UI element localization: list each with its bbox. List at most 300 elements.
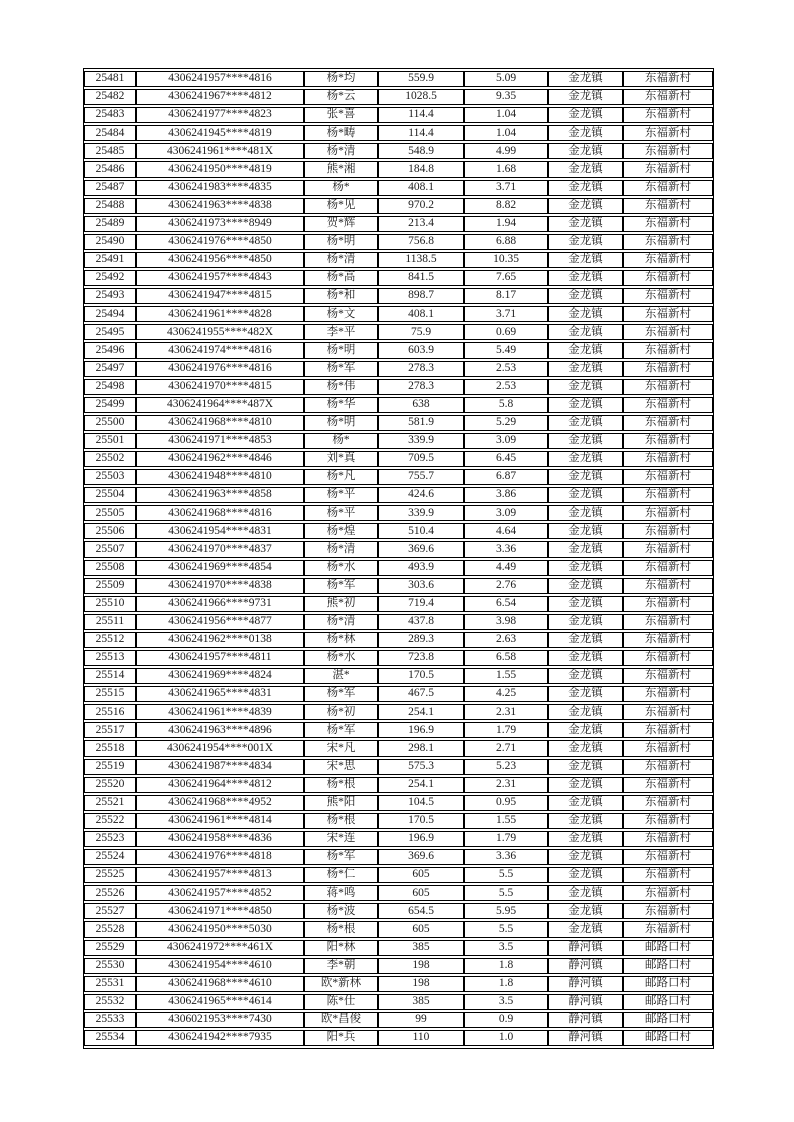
- cell-village: 东福新村: [623, 560, 713, 576]
- cell-id-number: 4306241963****4838: [136, 198, 304, 214]
- table-row: [84, 505, 713, 521]
- cell-amount: 114.4: [378, 107, 464, 123]
- cell-id-number: 4306241964****4812: [136, 777, 304, 793]
- cell-village: 东福新村: [623, 433, 713, 449]
- cell-serial: 25497: [84, 361, 136, 377]
- cell-id-number: 4306241969****4854: [136, 560, 304, 576]
- cell-serial: 25507: [84, 541, 136, 557]
- cell-area: 3.5: [464, 940, 548, 956]
- cell-name: 杨*仁: [304, 867, 378, 883]
- table-row: [84, 976, 713, 992]
- cell-village: 东福新村: [623, 578, 713, 594]
- cell-town: 金龙镇: [548, 125, 623, 141]
- cell-town: 静河镇: [548, 958, 623, 974]
- cell-amount: 254.1: [378, 704, 464, 720]
- cell-amount: 654.5: [378, 903, 464, 919]
- cell-area: 1.0: [464, 1030, 548, 1046]
- cell-area: 6.54: [464, 596, 548, 612]
- cell-serial: 25529: [84, 940, 136, 956]
- cell-name: 杨*凡: [304, 469, 378, 485]
- cell-village: 邮路口村: [623, 1012, 713, 1028]
- cell-town: 金龙镇: [548, 668, 623, 684]
- cell-serial: 25527: [84, 903, 136, 919]
- cell-id-number: 4306241961****4828: [136, 306, 304, 322]
- cell-village: 东福新村: [623, 143, 713, 159]
- cell-town: 金龙镇: [548, 306, 623, 322]
- cell-village: 东福新村: [623, 270, 713, 286]
- cell-serial: 25498: [84, 379, 136, 395]
- cell-serial: 25525: [84, 867, 136, 883]
- cell-name: 熊*阳: [304, 795, 378, 811]
- table-row: [84, 596, 713, 612]
- cell-id-number: 4306241969****4824: [136, 668, 304, 684]
- cell-serial: 25501: [84, 433, 136, 449]
- table-row: [84, 795, 713, 811]
- cell-id-number: 4306241966****9731: [136, 596, 304, 612]
- cell-area: 1.8: [464, 958, 548, 974]
- cell-amount: 114.4: [378, 125, 464, 141]
- cell-amount: 196.9: [378, 831, 464, 847]
- cell-amount: 709.5: [378, 451, 464, 467]
- cell-serial: 25517: [84, 722, 136, 738]
- cell-town: 金龙镇: [548, 487, 623, 503]
- cell-amount: 467.5: [378, 686, 464, 702]
- cell-serial: 25519: [84, 759, 136, 775]
- cell-village: 东福新村: [623, 288, 713, 304]
- cell-amount: 408.1: [378, 180, 464, 196]
- cell-serial: 25511: [84, 614, 136, 630]
- cell-area: 2.63: [464, 632, 548, 648]
- cell-amount: 1028.5: [378, 89, 464, 105]
- cell-id-number: 4306241971****4850: [136, 903, 304, 919]
- cell-serial: 25484: [84, 125, 136, 141]
- cell-id-number: 4306241954****4610: [136, 958, 304, 974]
- cell-town: 金龙镇: [548, 867, 623, 883]
- cell-town: 金龙镇: [548, 777, 623, 793]
- cell-village: 东福新村: [623, 686, 713, 702]
- cell-amount: 841.5: [378, 270, 464, 286]
- cell-village: 东福新村: [623, 505, 713, 521]
- cell-name: 杨*军: [304, 361, 378, 377]
- cell-area: 6.88: [464, 234, 548, 250]
- cell-area: 2.31: [464, 777, 548, 793]
- table-row: [84, 125, 713, 141]
- cell-area: 5.29: [464, 415, 548, 431]
- cell-serial: 25512: [84, 632, 136, 648]
- cell-serial: 25526: [84, 885, 136, 901]
- cell-name: 杨*根: [304, 813, 378, 829]
- cell-area: 3.5: [464, 994, 548, 1010]
- cell-town: 金龙镇: [548, 161, 623, 177]
- cell-area: 7.65: [464, 270, 548, 286]
- cell-id-number: 4306241977****4823: [136, 107, 304, 123]
- cell-village: 东福新村: [623, 89, 713, 105]
- cell-town: 金龙镇: [548, 596, 623, 612]
- cell-area: 3.71: [464, 306, 548, 322]
- cell-id-number: 4306241965****4614: [136, 994, 304, 1010]
- table-row: [84, 686, 713, 702]
- table-row: [84, 415, 713, 431]
- table-row: [84, 469, 713, 485]
- cell-area: 3.36: [464, 849, 548, 865]
- cell-id-number: 4306241957****4811: [136, 650, 304, 666]
- cell-name: 杨*军: [304, 849, 378, 865]
- cell-id-number: 4306241987****4834: [136, 759, 304, 775]
- table-row: [84, 361, 713, 377]
- cell-id-number: 4306241963****4858: [136, 487, 304, 503]
- cell-id-number: 4306241971****4853: [136, 433, 304, 449]
- cell-id-number: 4306241970****4815: [136, 379, 304, 395]
- table-row: [84, 903, 713, 919]
- cell-area: 4.49: [464, 560, 548, 576]
- cell-name: 宋*凡: [304, 740, 378, 756]
- cell-name: 杨*文: [304, 306, 378, 322]
- cell-amount: 408.1: [378, 306, 464, 322]
- cell-name: 杨*和: [304, 288, 378, 304]
- cell-name: 贺*辉: [304, 216, 378, 232]
- cell-area: 5.5: [464, 867, 548, 883]
- cell-area: 3.36: [464, 541, 548, 557]
- cell-name: 湛*: [304, 668, 378, 684]
- cell-name: 欧*昌俊: [304, 1012, 378, 1028]
- cell-id-number: 4306021953****7430: [136, 1012, 304, 1028]
- cell-amount: 603.9: [378, 342, 464, 358]
- cell-name: 杨*林: [304, 632, 378, 648]
- cell-id-number: 4306241942****7935: [136, 1030, 304, 1046]
- cell-town: 金龙镇: [548, 921, 623, 937]
- cell-id-number: 4306241957****4843: [136, 270, 304, 286]
- cell-serial: 25522: [84, 813, 136, 829]
- cell-amount: 254.1: [378, 777, 464, 793]
- cell-town: 金龙镇: [548, 415, 623, 431]
- cell-serial: 25504: [84, 487, 136, 503]
- cell-town: 静河镇: [548, 940, 623, 956]
- cell-name: 李*朝: [304, 958, 378, 974]
- cell-town: 金龙镇: [548, 451, 623, 467]
- cell-village: 东福新村: [623, 415, 713, 431]
- cell-village: 东福新村: [623, 451, 713, 467]
- cell-amount: 723.8: [378, 650, 464, 666]
- cell-id-number: 4306241947****4815: [136, 288, 304, 304]
- cell-village: 东福新村: [623, 216, 713, 232]
- cell-serial: 25487: [84, 180, 136, 196]
- cell-village: 东福新村: [623, 885, 713, 901]
- cell-serial: 25493: [84, 288, 136, 304]
- table-row: [84, 433, 713, 449]
- cell-serial: 25506: [84, 523, 136, 539]
- cell-town: 金龙镇: [548, 361, 623, 377]
- cell-name: 杨*清: [304, 143, 378, 159]
- table-row: [84, 722, 713, 738]
- cell-village: 东福新村: [623, 668, 713, 684]
- cell-village: 东福新村: [623, 161, 713, 177]
- cell-village: 东福新村: [623, 722, 713, 738]
- cell-serial: 25514: [84, 668, 136, 684]
- cell-id-number: 4306241976****4816: [136, 361, 304, 377]
- table-row: [84, 198, 713, 214]
- cell-name: 杨*畴: [304, 125, 378, 141]
- cell-amount: 289.3: [378, 632, 464, 648]
- cell-area: 10.35: [464, 252, 548, 268]
- table-row: [84, 578, 713, 594]
- cell-amount: 437.8: [378, 614, 464, 630]
- table-row: [84, 632, 713, 648]
- table-row: [84, 668, 713, 684]
- cell-town: 金龙镇: [548, 541, 623, 557]
- cell-town: 金龙镇: [548, 686, 623, 702]
- cell-village: 东福新村: [623, 306, 713, 322]
- cell-village: 东福新村: [623, 759, 713, 775]
- cell-amount: 638: [378, 397, 464, 413]
- cell-town: 金龙镇: [548, 469, 623, 485]
- cell-amount: 898.7: [378, 288, 464, 304]
- cell-amount: 369.6: [378, 541, 464, 557]
- cell-town: 金龙镇: [548, 650, 623, 666]
- cell-village: 东福新村: [623, 795, 713, 811]
- cell-id-number: 4306241957****4852: [136, 885, 304, 901]
- cell-name: 杨*军: [304, 686, 378, 702]
- cell-id-number: 4306241956****4877: [136, 614, 304, 630]
- cell-town: 金龙镇: [548, 143, 623, 159]
- cell-name: 杨*水: [304, 650, 378, 666]
- cell-name: 杨*明: [304, 234, 378, 250]
- cell-serial: 25521: [84, 795, 136, 811]
- table-row: [84, 867, 713, 883]
- cell-name: 阳*林: [304, 940, 378, 956]
- cell-serial: 25518: [84, 740, 136, 756]
- cell-id-number: 4306241972****461X: [136, 940, 304, 956]
- cell-serial: 25483: [84, 107, 136, 123]
- table-row: [84, 234, 713, 250]
- cell-id-number: 4306241957****4813: [136, 867, 304, 883]
- cell-amount: 339.9: [378, 433, 464, 449]
- cell-serial: 25532: [84, 994, 136, 1010]
- cell-village: 东福新村: [623, 523, 713, 539]
- cell-serial: 25528: [84, 921, 136, 937]
- cell-town: 金龙镇: [548, 722, 623, 738]
- cell-village: 东福新村: [623, 107, 713, 123]
- cell-village: 东福新村: [623, 234, 713, 250]
- cell-serial: 25520: [84, 777, 136, 793]
- cell-village: 东福新村: [623, 632, 713, 648]
- cell-serial: 25530: [84, 958, 136, 974]
- cell-area: 4.25: [464, 686, 548, 702]
- cell-town: 金龙镇: [548, 849, 623, 865]
- cell-name: 杨*军: [304, 578, 378, 594]
- cell-serial: 25491: [84, 252, 136, 268]
- cell-serial: 25524: [84, 849, 136, 865]
- cell-area: 5.8: [464, 397, 548, 413]
- cell-serial: 25533: [84, 1012, 136, 1028]
- cell-amount: 575.3: [378, 759, 464, 775]
- table-row: [84, 541, 713, 557]
- cell-village: 邮路口村: [623, 994, 713, 1010]
- cell-amount: 559.9: [378, 71, 464, 87]
- cell-amount: 278.3: [378, 379, 464, 395]
- cell-town: 金龙镇: [548, 614, 623, 630]
- cell-amount: 493.9: [378, 560, 464, 576]
- cell-amount: 756.8: [378, 234, 464, 250]
- cell-town: 金龙镇: [548, 831, 623, 847]
- cell-amount: 1138.5: [378, 252, 464, 268]
- cell-village: 东福新村: [623, 71, 713, 87]
- cell-id-number: 4306241976****4850: [136, 234, 304, 250]
- cell-id-number: 4306241954****4831: [136, 523, 304, 539]
- cell-village: 东福新村: [623, 469, 713, 485]
- cell-id-number: 4306241961****4814: [136, 813, 304, 829]
- cell-serial: 25510: [84, 596, 136, 612]
- cell-id-number: 4306241968****4610: [136, 976, 304, 992]
- table-row: [84, 342, 713, 358]
- table-row: [84, 994, 713, 1010]
- cell-id-number: 4306241970****4837: [136, 541, 304, 557]
- cell-id-number: 4306241956****4850: [136, 252, 304, 268]
- cell-name: 杨*伟: [304, 379, 378, 395]
- cell-name: 杨*平: [304, 487, 378, 503]
- cell-name: 杨*明: [304, 342, 378, 358]
- cell-serial: 25481: [84, 71, 136, 87]
- cell-town: 金龙镇: [548, 740, 623, 756]
- cell-serial: 25500: [84, 415, 136, 431]
- table-row: [84, 216, 713, 232]
- cell-town: 金龙镇: [548, 704, 623, 720]
- cell-village: 东福新村: [623, 921, 713, 937]
- cell-town: 金龙镇: [548, 324, 623, 340]
- table-row: [84, 1030, 713, 1046]
- cell-id-number: 4306241976****4818: [136, 849, 304, 865]
- cell-village: 东福新村: [623, 704, 713, 720]
- cell-name: 杨*清: [304, 614, 378, 630]
- cell-id-number: 4306241970****4838: [136, 578, 304, 594]
- cell-area: 3.09: [464, 433, 548, 449]
- table-row: [84, 161, 713, 177]
- table-row: [84, 759, 713, 775]
- cell-id-number: 4306241945****4819: [136, 125, 304, 141]
- cell-amount: 755.7: [378, 469, 464, 485]
- cell-town: 金龙镇: [548, 379, 623, 395]
- cell-village: 东福新村: [623, 361, 713, 377]
- cell-amount: 75.9: [378, 324, 464, 340]
- table-row: [84, 650, 713, 666]
- cell-area: 6.58: [464, 650, 548, 666]
- table-row: [84, 560, 713, 576]
- cell-amount: 198: [378, 976, 464, 992]
- cell-amount: 581.9: [378, 415, 464, 431]
- cell-town: 金龙镇: [548, 342, 623, 358]
- cell-serial: 25482: [84, 89, 136, 105]
- cell-name: 杨*波: [304, 903, 378, 919]
- cell-name: 阳*兵: [304, 1030, 378, 1046]
- cell-serial: 25492: [84, 270, 136, 286]
- cell-area: 0.69: [464, 324, 548, 340]
- cell-name: 杨*清: [304, 252, 378, 268]
- cell-id-number: 4306241961****481X: [136, 143, 304, 159]
- cell-name: 刘*真: [304, 451, 378, 467]
- cell-amount: 548.9: [378, 143, 464, 159]
- cell-village: 邮路口村: [623, 1030, 713, 1046]
- cell-amount: 605: [378, 867, 464, 883]
- cell-village: 东福新村: [623, 650, 713, 666]
- cell-id-number: 4306241962****4846: [136, 451, 304, 467]
- cell-name: 杨*水: [304, 560, 378, 576]
- cell-name: 宋*思: [304, 759, 378, 775]
- cell-name: 杨*根: [304, 777, 378, 793]
- table-row: [84, 379, 713, 395]
- cell-id-number: 4306241968****4952: [136, 795, 304, 811]
- cell-area: 4.64: [464, 523, 548, 539]
- cell-town: 金龙镇: [548, 71, 623, 87]
- cell-id-number: 4306241965****4831: [136, 686, 304, 702]
- cell-area: 1.94: [464, 216, 548, 232]
- cell-id-number: 4306241955****482X: [136, 324, 304, 340]
- cell-town: 金龙镇: [548, 252, 623, 268]
- cell-serial: 25503: [84, 469, 136, 485]
- cell-area: 6.45: [464, 451, 548, 467]
- cell-amount: 605: [378, 885, 464, 901]
- cell-village: 东福新村: [623, 379, 713, 395]
- cell-name: 杨*明: [304, 415, 378, 431]
- cell-amount: 298.1: [378, 740, 464, 756]
- cell-town: 静河镇: [548, 1012, 623, 1028]
- cell-serial: 25505: [84, 505, 136, 521]
- cell-name: 李*平: [304, 324, 378, 340]
- cell-area: 2.53: [464, 379, 548, 395]
- table-row: [84, 288, 713, 304]
- cell-town: 金龙镇: [548, 505, 623, 521]
- cell-id-number: 4306241948****4810: [136, 469, 304, 485]
- cell-serial: 25523: [84, 831, 136, 847]
- cell-village: 东福新村: [623, 813, 713, 829]
- cell-name: 杨*根: [304, 921, 378, 937]
- cell-amount: 303.6: [378, 578, 464, 594]
- cell-name: 杨*初: [304, 704, 378, 720]
- cell-name: 杨*均: [304, 71, 378, 87]
- cell-town: 金龙镇: [548, 523, 623, 539]
- beneficiary-table: [83, 68, 714, 1049]
- cell-id-number: 4306241962****0138: [136, 632, 304, 648]
- cell-name: 杨*见: [304, 198, 378, 214]
- cell-area: 1.8: [464, 976, 548, 992]
- cell-town: 金龙镇: [548, 632, 623, 648]
- cell-town: 金龙镇: [548, 903, 623, 919]
- cell-name: 杨*煌: [304, 523, 378, 539]
- cell-amount: 170.5: [378, 813, 464, 829]
- cell-amount: 369.6: [378, 849, 464, 865]
- cell-village: 东福新村: [623, 831, 713, 847]
- cell-amount: 385: [378, 994, 464, 1010]
- cell-area: 8.82: [464, 198, 548, 214]
- table-row: [84, 306, 713, 322]
- cell-serial: 25489: [84, 216, 136, 232]
- cell-serial: 25531: [84, 976, 136, 992]
- cell-town: 金龙镇: [548, 885, 623, 901]
- cell-serial: 25509: [84, 578, 136, 594]
- cell-village: 东福新村: [623, 397, 713, 413]
- cell-town: 金龙镇: [548, 813, 623, 829]
- table-row: [84, 849, 713, 865]
- cell-village: 东福新村: [623, 180, 713, 196]
- cell-id-number: 4306241968****4816: [136, 505, 304, 521]
- cell-id-number: 4306241958****4836: [136, 831, 304, 847]
- cell-village: 东福新村: [623, 614, 713, 630]
- cell-id-number: 4306241967****4812: [136, 89, 304, 105]
- cell-town: 金龙镇: [548, 560, 623, 576]
- cell-town: 金龙镇: [548, 216, 623, 232]
- table-row: [84, 958, 713, 974]
- cell-town: 金龙镇: [548, 270, 623, 286]
- cell-name: 张*喜: [304, 107, 378, 123]
- cell-name: 熊*初: [304, 596, 378, 612]
